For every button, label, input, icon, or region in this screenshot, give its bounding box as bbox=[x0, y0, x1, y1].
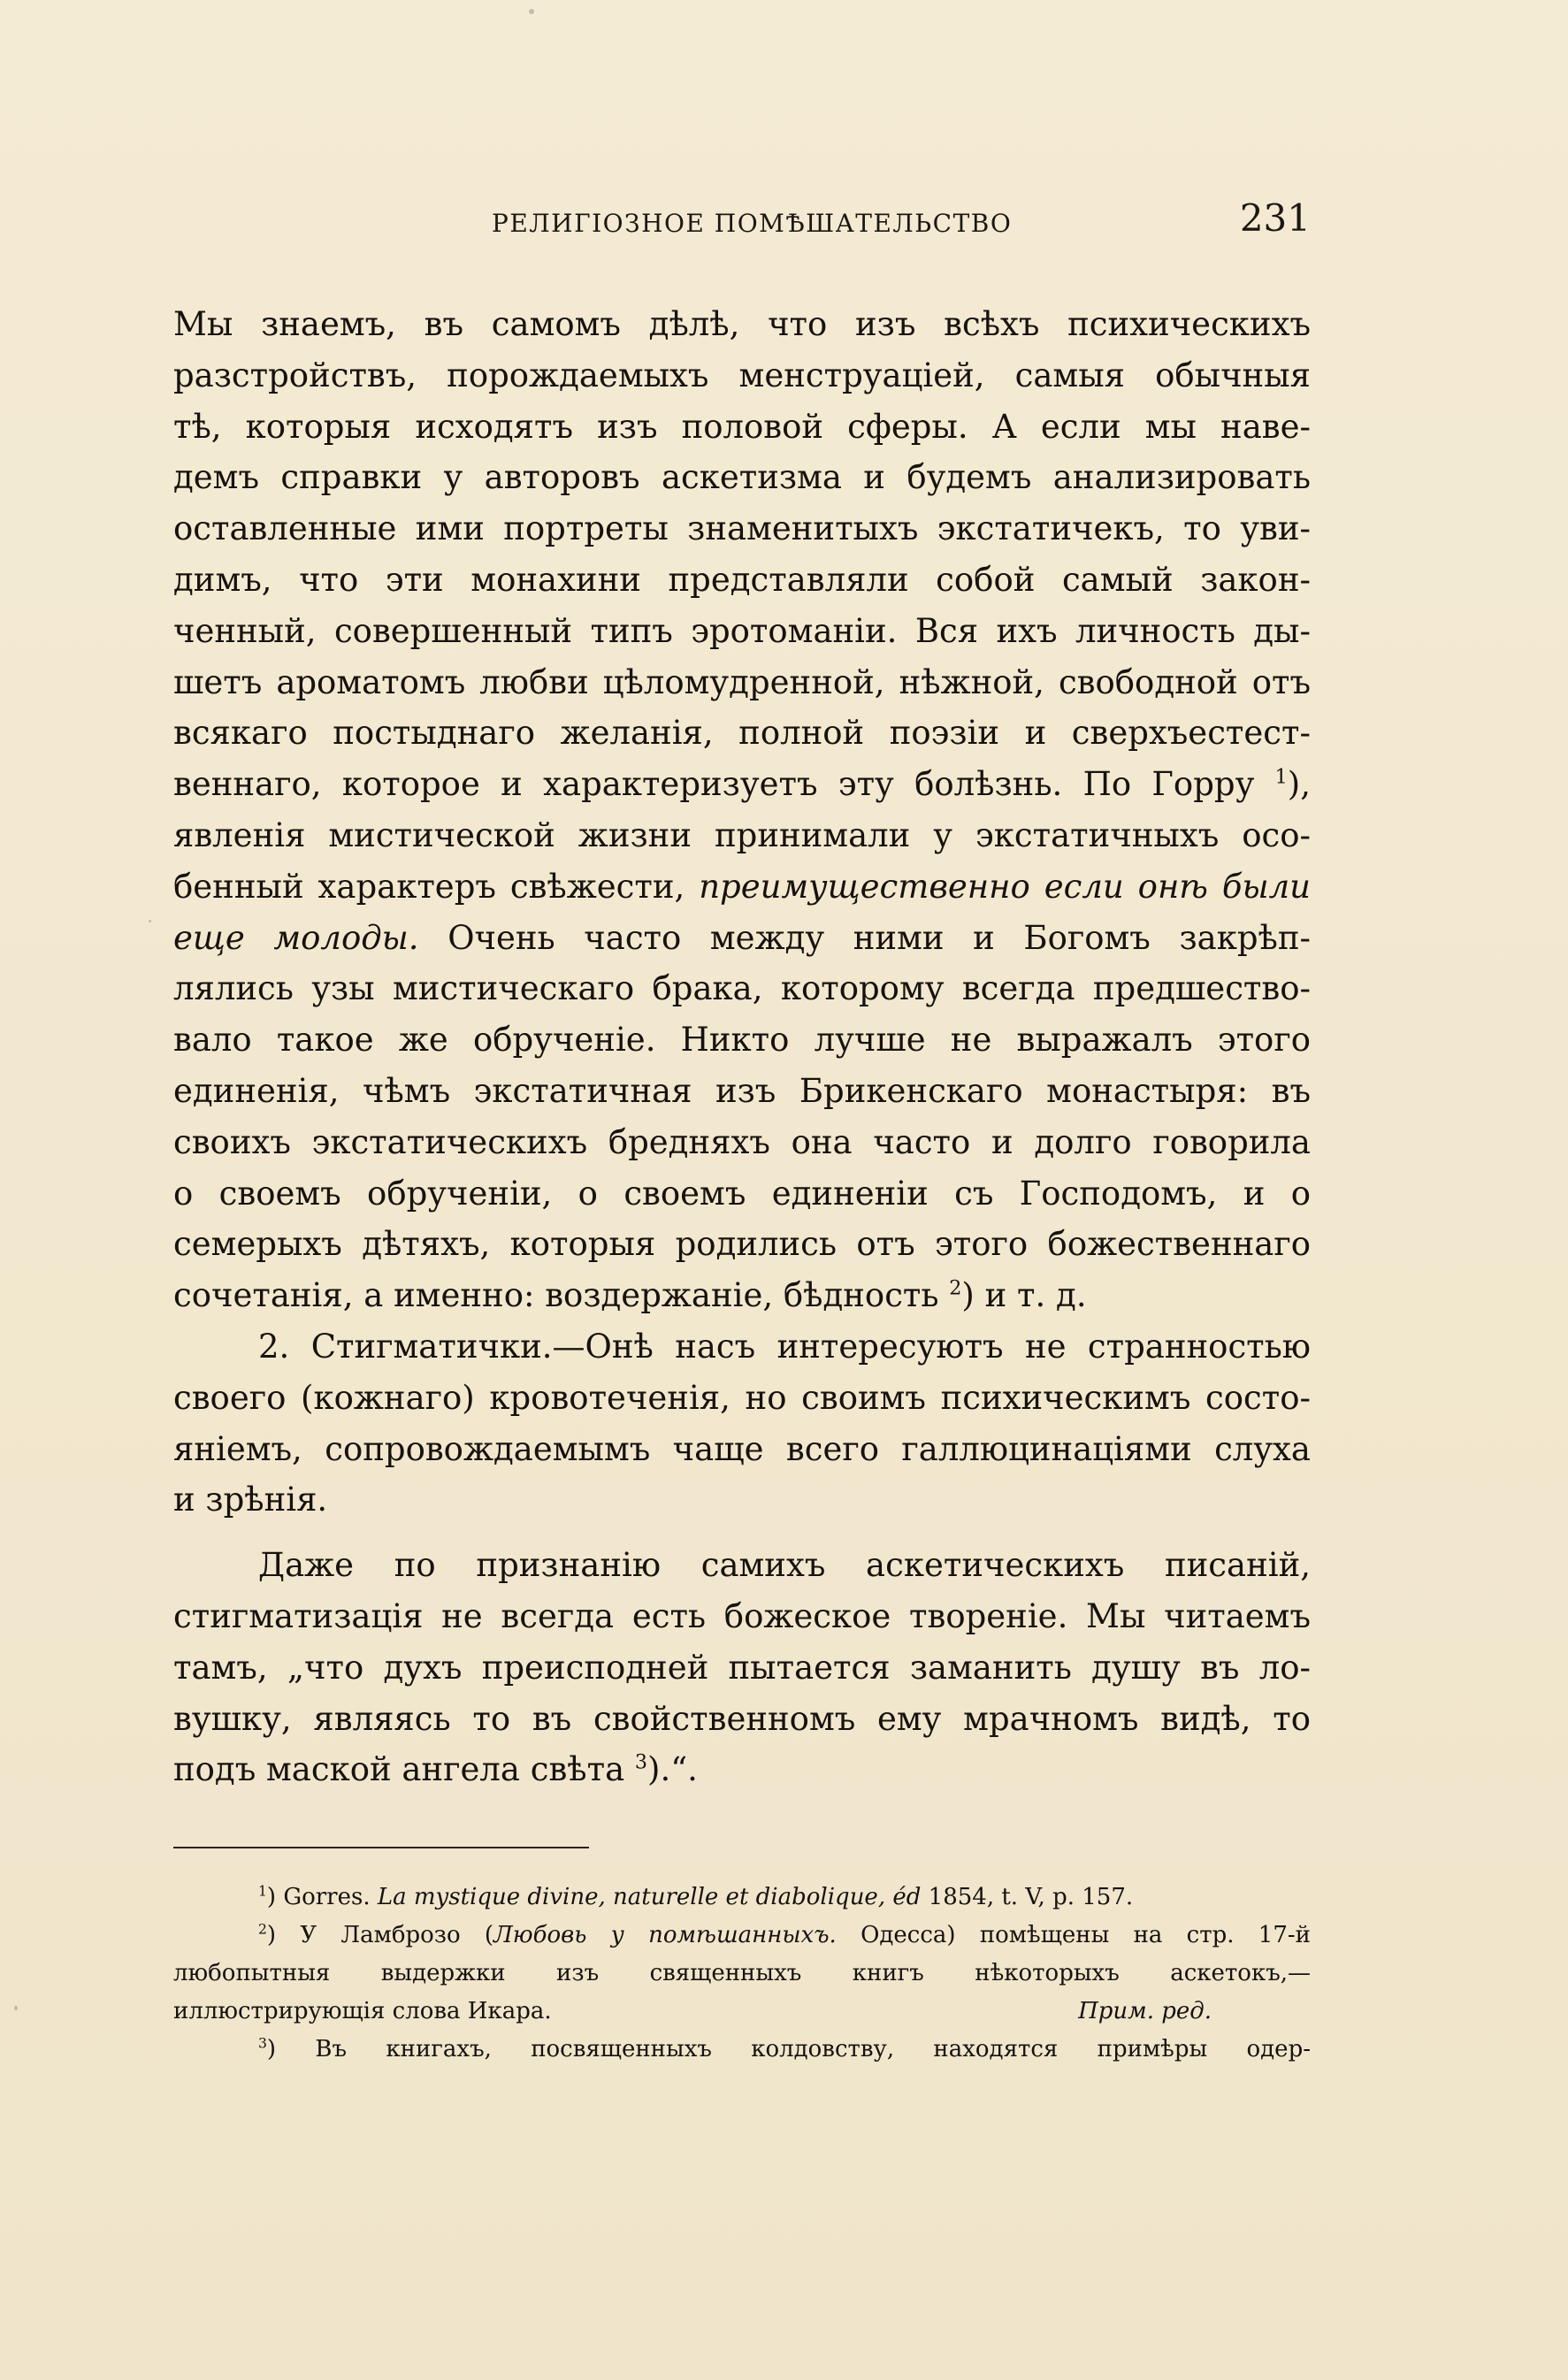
text-line: и зрѣнія. bbox=[173, 1481, 328, 1519]
text-line: семерыхъ дѣтяхъ, которыя родились отъ этого божественнаго bbox=[173, 1225, 1311, 1264]
footnote-mark: 3 bbox=[258, 2035, 267, 2052]
editor-note: Прим. ред. bbox=[1078, 1998, 1212, 2024]
text-line: стигматизація не всегда есть божеское твореніе. Мы читаемъ bbox=[173, 1596, 1311, 1635]
text-line: 2. Стигматички.—Онѣ насъ интересуютъ не странностью bbox=[258, 1327, 1311, 1366]
text-line bbox=[173, 861, 1311, 913]
text-line bbox=[173, 1270, 1311, 1321]
text-line bbox=[173, 913, 1311, 964]
text-segment: подъ маской ангела свѣта bbox=[173, 1750, 625, 1789]
footnote-2-line-3 bbox=[173, 1993, 1311, 2031]
text-line: димъ, что эти монахини представляли собой самый закон- bbox=[173, 560, 1311, 599]
text-segment: ), bbox=[1287, 765, 1311, 804]
text-line: тѣ, которыя исходятъ изъ половой сферы. А если мы наве- bbox=[173, 407, 1311, 446]
text-segment: ) и т. д. bbox=[961, 1276, 1087, 1315]
paper-speck bbox=[14, 2006, 18, 2010]
footnote-text: 1854, t. V, p. 157. bbox=[921, 1884, 1134, 1910]
text-line: тамъ, „что духъ преисподней пытается заманить душу въ ло- bbox=[173, 1648, 1311, 1687]
main-text bbox=[173, 299, 1311, 1795]
paper-speck bbox=[529, 9, 534, 14]
footnote-text: Одесса) помѣщены на стр. 17-й bbox=[836, 1922, 1312, 1948]
text-segment: веннаго, которое и характеризуетъ эту болѣзнь. По Горру bbox=[173, 765, 1255, 804]
footnote-2 bbox=[173, 1917, 1311, 1955]
footnote-text: ) У Ламброзо ( bbox=[266, 1922, 494, 1948]
footnote-3 bbox=[173, 2031, 1311, 2069]
text-line: явленія мистической жизни принимали у экстатичныхъ осо- bbox=[173, 815, 1311, 854]
text-line: своего (кожнаго) кровотеченія, но своимъ психическимъ состо- bbox=[173, 1378, 1311, 1417]
text-line: о своемъ обрученіи, о своемъ единеніи съ Господомъ, и о bbox=[173, 1174, 1311, 1213]
paragraph-gap bbox=[173, 1526, 1311, 1540]
footnotes bbox=[173, 1879, 1311, 2069]
footnote-text: ) Въ книгахъ, посвященныхъ колдовству, находятся примѣры одер- bbox=[266, 2036, 1311, 2062]
italic-segment: преимущественно если онѣ были bbox=[699, 867, 1311, 906]
text-line: оставленные ими портреты знаменитыхъ экстатичекъ, то уви- bbox=[173, 509, 1311, 548]
text-line: Мы знаемъ, въ самомъ дѣлѣ, что изъ всѣхъ психическихъ bbox=[173, 305, 1311, 343]
text-line: единенія, чѣмъ экстатичная изъ Брикенскаго монастыря: въ bbox=[173, 1071, 1311, 1110]
paper-speck bbox=[149, 920, 151, 922]
footnote-italic: éd bbox=[892, 1884, 922, 1910]
footnote-1 bbox=[173, 1879, 1311, 1917]
text-line: вало такое же обрученіе. Никто лучше не выражалъ этого bbox=[173, 1021, 1311, 1060]
footnote-italic: Любовь у помѣшанныхъ. bbox=[493, 1922, 837, 1948]
text-line: лялись узы мистическаго брака, которому всегда предшество- bbox=[173, 969, 1311, 1008]
footnote-ref: 3 bbox=[634, 1750, 648, 1774]
footnote-text: иллюстрирующія слова Икара. bbox=[173, 1998, 552, 2024]
text-segment: бенный характеръ свѣжести, bbox=[173, 867, 685, 906]
text-line bbox=[173, 759, 1311, 810]
text-line: ченный, совершенный типъ эротоманіи. Вся ихъ личность ды- bbox=[173, 611, 1311, 650]
text-line: вушку, являясь то въ свойственномъ ему мрачномъ видѣ, то bbox=[173, 1699, 1311, 1738]
text-line: демъ справки у авторовъ аскетизма и будемъ анализировать bbox=[173, 458, 1311, 497]
page-number: 231 bbox=[1239, 196, 1311, 240]
italic-segment: еще молоды. bbox=[173, 918, 419, 957]
footnote-text: ) Gorres. bbox=[266, 1884, 378, 1910]
footnote-mark: 1 bbox=[258, 1883, 267, 1900]
running-head bbox=[173, 196, 1311, 249]
text-line: всякаго постыднаго желанія, полной поэзіи и сверхъестест- bbox=[173, 714, 1311, 753]
footnote-ref: 1 bbox=[1274, 765, 1288, 789]
text-segment: сочетанія, а именно: воздержаніе, бѣдность bbox=[173, 1276, 939, 1315]
text-line: своихъ экстатическихъ бредняхъ она часто и долго говорила bbox=[173, 1122, 1311, 1161]
text-line: яніемъ, сопровождаемымъ чаще всего галлюцинаціями слуха bbox=[173, 1429, 1311, 1468]
text-line: шетъ ароматомъ любви цѣломудренной, нѣжной, свободной отъ bbox=[173, 662, 1311, 701]
footnote-ref: 2 bbox=[949, 1276, 962, 1300]
text-line: Даже по признанію самихъ аскетическихъ писаній, bbox=[258, 1546, 1311, 1585]
text-segment: ).“. bbox=[647, 1750, 698, 1789]
text-line bbox=[173, 1744, 1311, 1795]
footnote-2-line-2: любопытныя выдержки изъ священныхъ книгъ нѣкоторыхъ аскетокъ,— bbox=[173, 1960, 1311, 1986]
footnote-mark: 2 bbox=[258, 1921, 267, 1938]
running-title: РЕЛИГІОЗНОЕ ПОМѢШАТЕЛЬСТВО bbox=[492, 209, 1013, 238]
text-line: разстройствъ, порождаемыхъ менструаціей, самыя обычныя bbox=[173, 356, 1311, 394]
text-segment: Очень часто между ними и Богомъ закрѣп- bbox=[447, 918, 1311, 957]
footnote-italic: La mystique divine, naturelle et diabolique, bbox=[377, 1884, 886, 1910]
footnote-rule bbox=[173, 1847, 589, 1848]
